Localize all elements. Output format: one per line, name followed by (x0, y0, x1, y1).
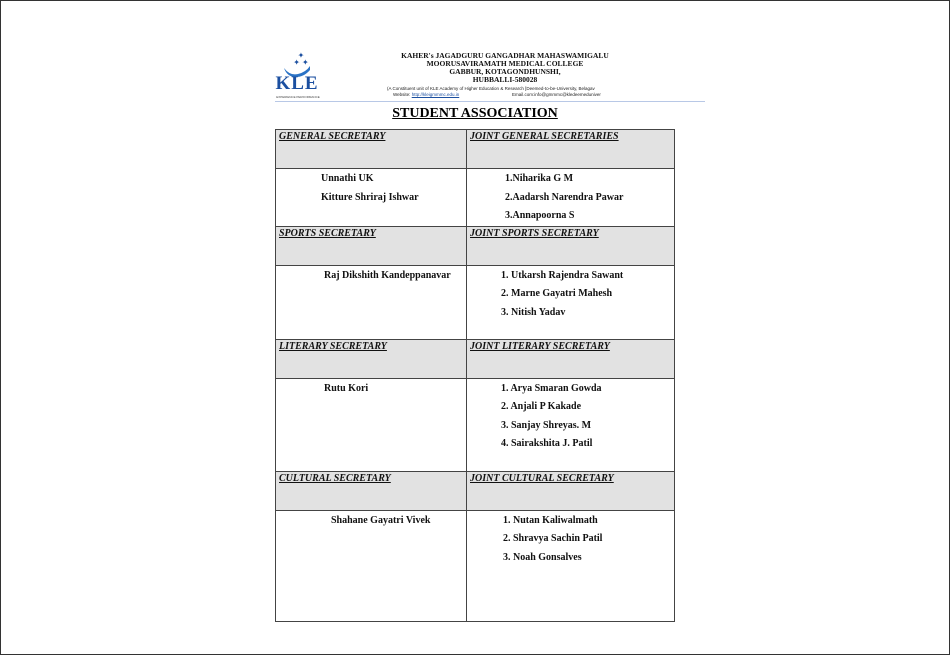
stars-icon: ✦ ✦ ✦ (293, 51, 309, 67)
logo-text: KLE (275, 73, 319, 94)
member-name: 2. Shravya Sachin Patil (503, 533, 603, 544)
member-name: 1.Niharika G M (505, 173, 574, 184)
college-header (385, 52, 625, 84)
logo-tagline: EXPERIENCE PERFORMANCE (276, 95, 320, 99)
heading-cell (467, 226, 675, 265)
literary-secretary-heading: LITERARY SECRETARY (279, 340, 387, 352)
member-name: 1. Utkarsh Rajendra Sawant (501, 269, 624, 281)
association-table (275, 129, 675, 622)
names-cell (467, 169, 675, 227)
header-line: GABBUR, KOTAGONDHUNSHI, (449, 67, 561, 76)
joint-general-secretaries-heading: JOINT GENERAL SECRETARIES (470, 131, 619, 142)
member-name: Kitture Shriraj Ishwar (321, 191, 419, 203)
header-divider (275, 101, 705, 102)
member-name: Unnathi UK (321, 173, 374, 184)
heading-row (276, 471, 675, 510)
member-name: 2. Marne Gayatri Mahesh (501, 288, 613, 299)
cultural-secretary-heading: CULTURAL SECRETARY (279, 472, 391, 484)
constituent-line: (A Constituent unit of KLE Academy of Higher Education & Research [Deemed-to-be-University, Belagav (387, 86, 595, 91)
heading-cell (467, 339, 675, 378)
general-secretary-heading: GENERAL SECRETARY (279, 131, 386, 142)
heading-cell (276, 339, 467, 378)
member-name: 3.Annapoorna S (505, 210, 575, 221)
member-name: 4. Sairakshita J. Patil (501, 438, 593, 449)
names-row (276, 265, 675, 339)
member-name: 2. Anjali P Kakade (501, 401, 582, 412)
heading-cell (467, 471, 675, 510)
member-name: Rutu Kori (324, 382, 369, 394)
member-name: 1. Arya Smaran Gowda (501, 382, 602, 394)
kle-logo (273, 52, 323, 100)
names-cell (467, 510, 675, 621)
heading-cell (467, 130, 675, 169)
names-cell (276, 510, 467, 621)
member-name: 3. Nitish Yadav (501, 306, 566, 318)
member-name: 2.Aadarsh Narendra Pawar (505, 191, 624, 203)
joint-cultural-secretary-heading: JOINT CULTURAL SECRETARY (470, 472, 614, 484)
page-title: STUDENT ASSOCIATION (392, 106, 558, 121)
names-row (276, 510, 675, 621)
member-name: 3. Noah Gonsalves (503, 551, 582, 563)
heading-row (276, 339, 675, 378)
header-line: MOORUSAVIRAMATH MEDICAL COLLEGE (426, 59, 584, 68)
names-row (276, 378, 675, 471)
names-cell (467, 265, 675, 339)
website-line (393, 92, 459, 98)
joint-literary-secretary-heading: JOINT LITERARY SECRETARY (470, 340, 610, 352)
heading-cell (276, 130, 467, 169)
email-line: Email.com:info@gmmmc@kledeemeduniver (512, 92, 601, 97)
heading-row (276, 130, 675, 169)
website-link[interactable]: http://kleigmmmc.edu.in (411, 92, 460, 97)
names-cell (276, 169, 467, 227)
names-cell (467, 378, 675, 471)
names-cell (276, 378, 467, 471)
names-row (276, 169, 675, 227)
heading-row (276, 226, 675, 265)
member-name: 1. Nutan Kaliwalmath (503, 514, 598, 526)
member-name: Raj Dikshith Kandeppanavar (324, 269, 451, 281)
sports-secretary-heading: SPORTS SECRETARY (279, 227, 376, 239)
heading-cell (276, 471, 467, 510)
member-name: Shahane Gayatri Vivek (331, 514, 431, 526)
header-line: HUBBALLI-580028 (472, 75, 538, 84)
names-cell (276, 265, 467, 339)
joint-sports-secretary-heading: JOINT SPORTS SECRETARY (470, 227, 599, 239)
heading-cell (276, 226, 467, 265)
member-name: 3. Sanjay Shreyas. M (501, 419, 592, 431)
website-label: Website: (393, 92, 411, 97)
header-line: KAHER's JAGADGURU GANGADHAR MAHASWAMIGALU (401, 51, 609, 60)
